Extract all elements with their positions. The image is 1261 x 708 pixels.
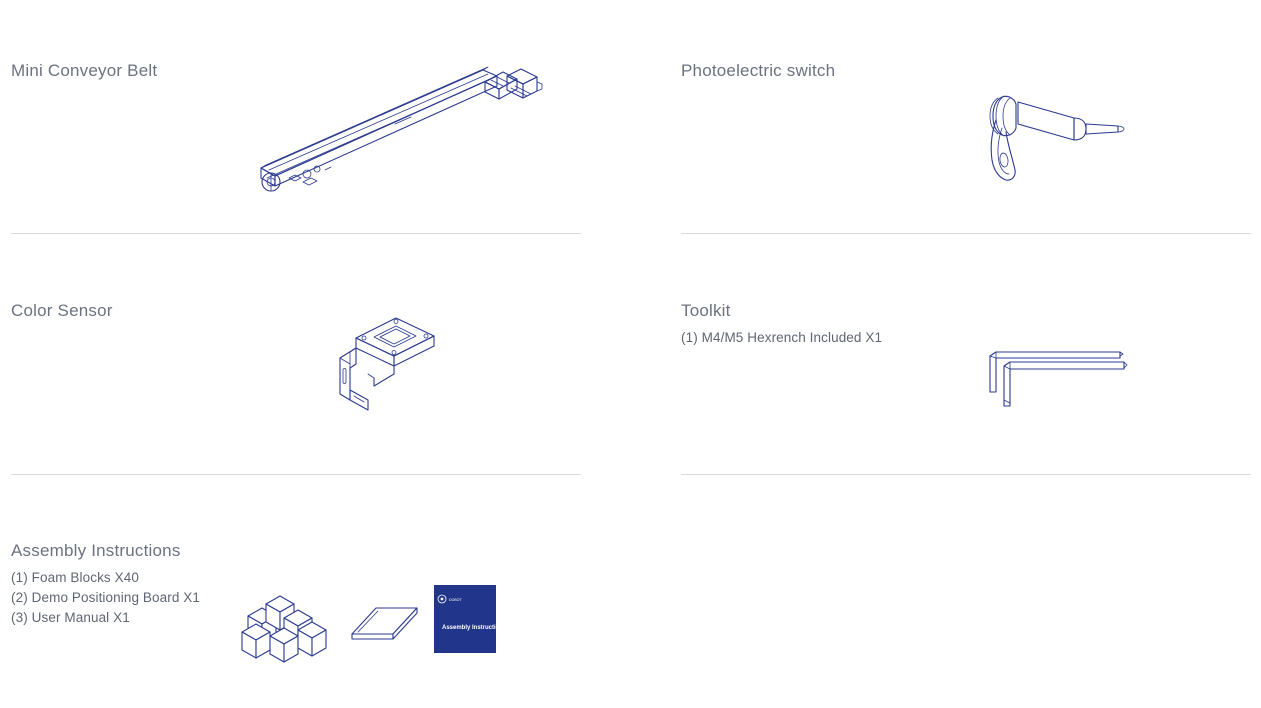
section-divider-2 bbox=[681, 233, 1251, 234]
section-title: Photoelectric switch bbox=[681, 61, 836, 80]
section-color-sensor bbox=[11, 300, 581, 322]
section-toolkit bbox=[681, 300, 1251, 348]
manual-title: Assembly Instructions bbox=[442, 625, 507, 631]
section-divider-1 bbox=[11, 233, 581, 234]
hex-wrench-illustration bbox=[982, 344, 1142, 406]
section-title: Assembly Instructions bbox=[11, 541, 181, 560]
color-sensor-illustration bbox=[330, 308, 450, 428]
section-divider-3 bbox=[11, 474, 581, 475]
section-title: Toolkit bbox=[681, 301, 731, 320]
section-title: Mini Conveyor Belt bbox=[11, 61, 158, 80]
manual-logo-label: DOBOT bbox=[449, 598, 462, 602]
user-manual-booklet bbox=[434, 585, 507, 653]
photoelectric-switch-illustration bbox=[978, 80, 1138, 195]
conveyor-belt-illustration bbox=[245, 58, 545, 203]
toolkit-item-list bbox=[681, 328, 1251, 348]
list-item: (3) User Manual X1 bbox=[11, 610, 130, 625]
list-item: (2) Demo Positioning Board X1 bbox=[11, 590, 200, 605]
foam-blocks bbox=[242, 596, 326, 662]
assembly-kit-illustration bbox=[236, 582, 511, 667]
section-divider-4 bbox=[681, 474, 1251, 475]
section-title: Color Sensor bbox=[11, 301, 113, 320]
positioning-board bbox=[352, 608, 417, 639]
list-item: (1) M4/M5 Hexrench Included X1 bbox=[681, 330, 883, 345]
section-photoelectric-switch bbox=[681, 60, 1251, 82]
list-item: (1) Foam Blocks X40 bbox=[11, 570, 139, 585]
